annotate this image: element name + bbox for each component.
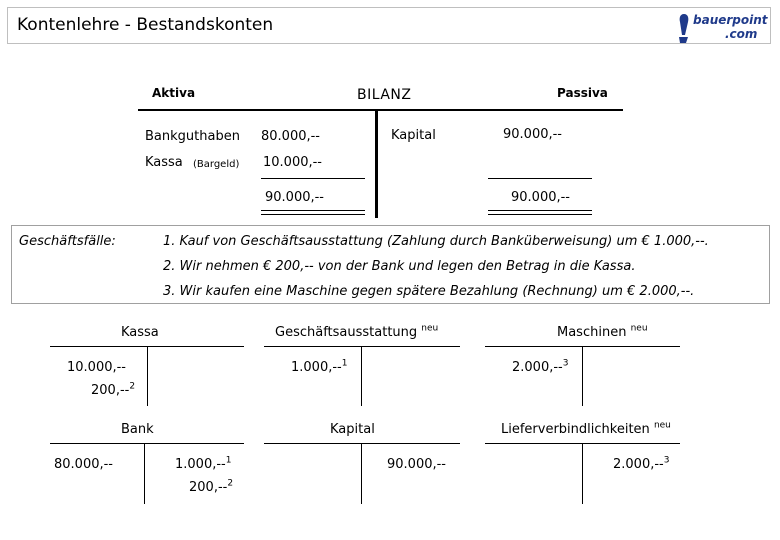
- konto-lieferverbindlichkeiten-badge: neu: [653, 420, 671, 431]
- konto-bank-credit-amount: 1.000,--: [175, 457, 226, 472]
- konto-kassa-debit-entry: 10.000,--: [67, 360, 127, 375]
- konto-kapital-title: Kapital: [330, 422, 375, 437]
- konto-maschinen-debit-entry: [512, 360, 568, 375]
- konto-maschinen-title-text: Maschinen: [557, 325, 627, 340]
- bilanz-right-double-line-1: [488, 210, 592, 211]
- bilanz-item-label: Bankguthaben: [145, 129, 240, 144]
- logo-text-domain: .com: [725, 27, 758, 41]
- bilanz-left-double-line-1: [261, 210, 365, 211]
- konto-bank-credit-ref: 2: [227, 478, 234, 489]
- konto-kapital-center-line: [361, 443, 362, 504]
- konto-maschinen-title: [557, 325, 648, 340]
- konto-bank-title: Bank: [121, 422, 154, 437]
- konto-kapital-top-line: [264, 443, 460, 444]
- konto-kassa-debit-ref: 2: [129, 381, 136, 392]
- bilanz-item-note: (Bargeld): [193, 159, 240, 170]
- konto-ausstattung-center-line: [361, 346, 362, 406]
- konto-ausstattung-top-line: [264, 346, 460, 347]
- bilanz-center-line: [375, 110, 378, 218]
- geschaeftsfall-item: 1. Kauf von Geschäftsausstattung (Zahlung durch Banküberweisung) um € 1.000,--.: [163, 234, 709, 249]
- konto-maschinen-debit-amount: 2.000,--: [512, 360, 563, 375]
- logo-text-main: bauerpoint: [693, 13, 768, 27]
- konto-lieferverbindlichkeiten-credit-ref: 3: [663, 455, 670, 466]
- konto-ausstattung-debit-amount: 1.000,--: [291, 360, 342, 375]
- konto-ausstattung-title-text: Geschäftsausstattung: [275, 325, 418, 340]
- konto-lieferverbindlichkeiten-credit-entry: [613, 457, 669, 472]
- konto-ausstattung-badge: neu: [421, 323, 439, 334]
- konto-lieferverbindlichkeiten-credit-amount: 2.000,--: [613, 457, 664, 472]
- konto-kapital-credit-entry: 90.000,--: [387, 457, 447, 472]
- konto-kassa-title: Kassa: [121, 325, 159, 340]
- bilanz-item-label: Kapital: [391, 128, 436, 143]
- konto-bank-center-line: [144, 443, 145, 504]
- konto-lieferverbindlichkeiten-title-text: Lieferverbindlichkeiten: [501, 422, 650, 437]
- konto-bank-credit-entry: [189, 480, 233, 495]
- bilanz-aktiva-heading: Aktiva: [152, 86, 196, 100]
- geschaeftsfall-item: 2. Wir nehmen € 200,-- von der Bank und legen den Betrag in die Kassa.: [163, 259, 636, 274]
- bilanz-right-sum-line: [488, 178, 592, 179]
- konto-ausstattung-debit-entry: [291, 360, 347, 375]
- bilanz-right-double-line-2: [488, 214, 592, 215]
- geschaeftsfaelle-label: Geschäftsfälle:: [19, 234, 116, 249]
- konto-maschinen-debit-ref: 3: [562, 358, 569, 369]
- konto-maschinen-badge: neu: [630, 323, 648, 334]
- bauerpoint-logo: [673, 11, 773, 43]
- konto-bank-credit-entry: [175, 457, 231, 472]
- header-bar: [7, 7, 771, 44]
- page-title: Kontenlehre - Bestandskonten: [17, 15, 274, 35]
- konto-ausstattung-debit-ref: 1: [341, 358, 348, 369]
- konto-kassa-debit-amount: 200,--: [91, 383, 130, 398]
- konto-bank-credit-ref: 1: [225, 455, 232, 466]
- bilanz-item-amount: 10.000,--: [263, 155, 323, 170]
- konto-lieferverbindlichkeiten-center-line: [582, 443, 583, 504]
- logo-mark-icon: [675, 13, 693, 45]
- konto-ausstattung-title: [275, 325, 438, 340]
- bilanz-title: BILANZ: [357, 87, 412, 103]
- bilanz-right-total: 90.000,--: [511, 190, 571, 205]
- geschaeftsfall-item: 3. Wir kaufen eine Maschine gegen spätere Bezahlung (Rechnung) um € 2.000,--.: [163, 284, 695, 299]
- konto-lieferverbindlichkeiten-title: [501, 422, 671, 437]
- konto-bank-top-line: [50, 443, 244, 444]
- konto-kassa-debit-entry: [91, 383, 135, 398]
- bilanz-item-amount: 90.000,--: [503, 127, 563, 142]
- bilanz-left-sum-line: [261, 178, 365, 179]
- konto-maschinen-center-line: [582, 346, 583, 406]
- bilanz-left-total: 90.000,--: [265, 190, 325, 205]
- bilanz-left-double-line-2: [261, 214, 365, 215]
- bilanz-item-label: Kassa: [145, 155, 183, 170]
- bilanz-top-line: [138, 109, 623, 111]
- konto-bank-debit-entry: 80.000,--: [54, 457, 114, 472]
- konto-kassa-center-line: [147, 346, 148, 406]
- konto-bank-credit-amount: 200,--: [189, 480, 228, 495]
- bilanz-passiva-heading: Passiva: [557, 86, 608, 100]
- bilanz-item-amount: 80.000,--: [261, 129, 321, 144]
